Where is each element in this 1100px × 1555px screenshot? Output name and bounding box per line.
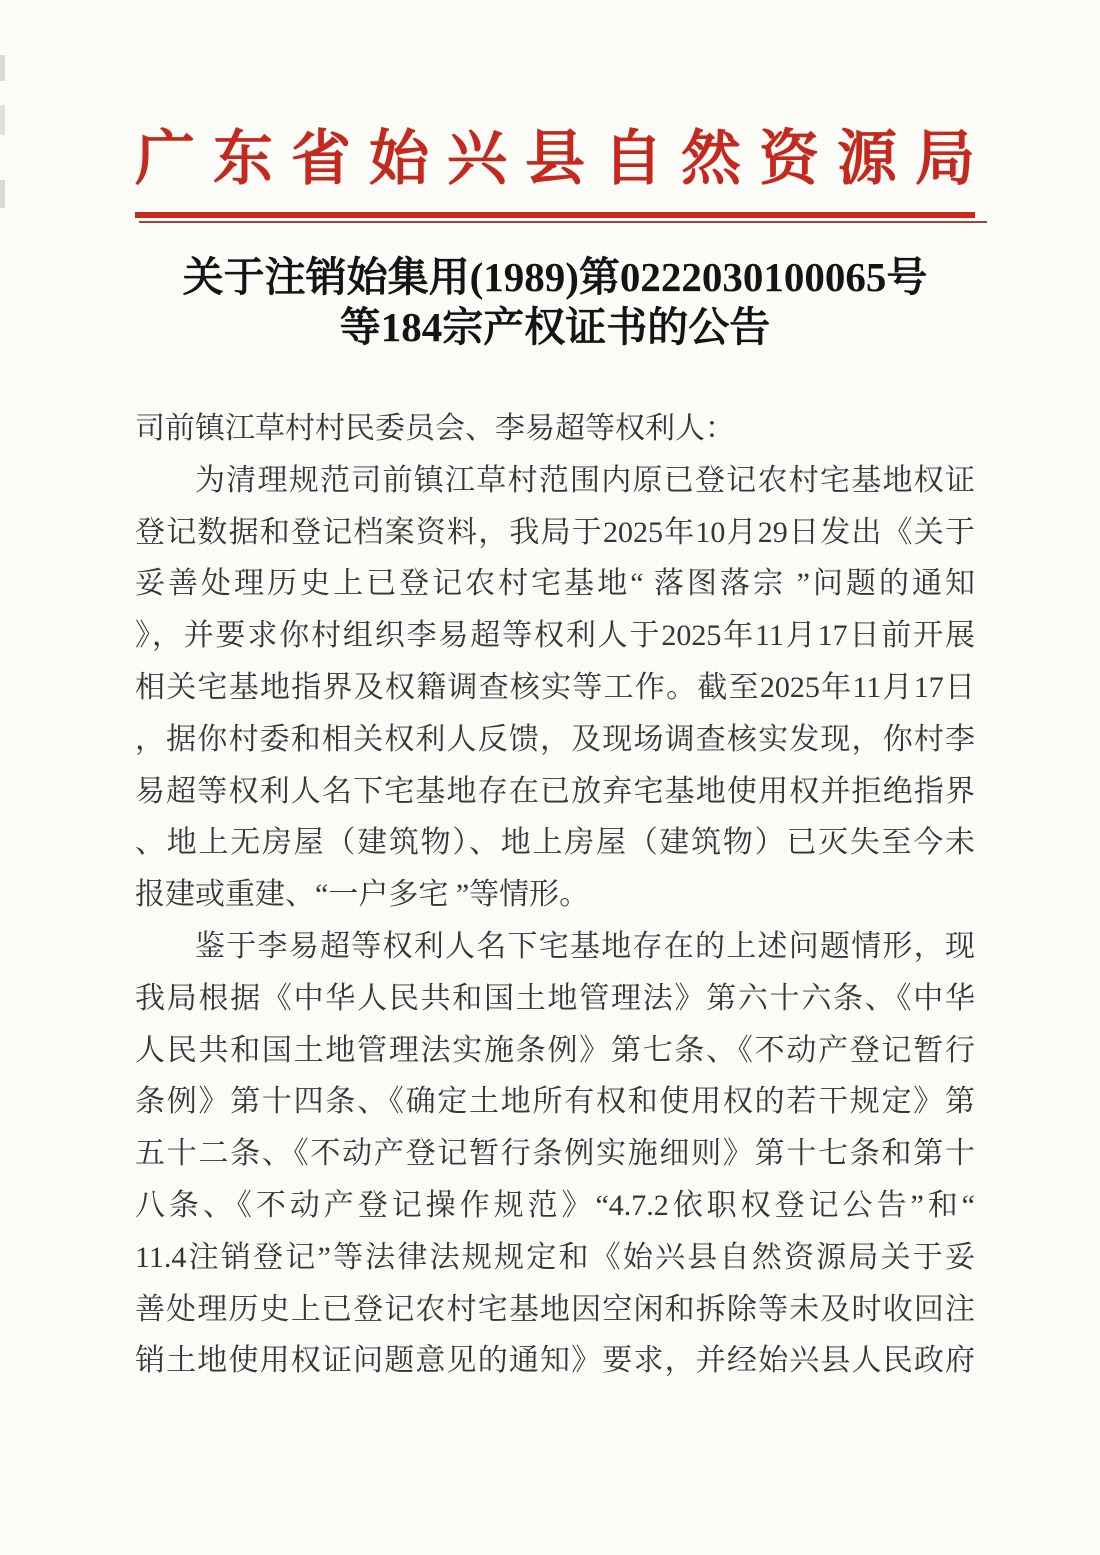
body-line: 、地上无房屋（建筑物）、地上房屋（建筑物）已灭失至今未 (135, 826, 975, 860)
body-line: 善处理历史上已登记农村宅基地因空闲和拆除等未及时收回注 (135, 1292, 975, 1326)
document-title (130, 252, 980, 352)
body-line-salutation: 司前镇江草村村民委员会、李易超等权利人： (135, 412, 735, 445)
body-line: 我局根据《中华人民共和国土地管理法》第六十六条、《中华 (135, 981, 975, 1015)
body-line: 易超等权利人名下宅基地存在已放弃宅基地使用权并拒绝指界 (135, 774, 975, 808)
body-line: 条例》第十四条、《确定土地所有权和使用权的若干规定》第 (135, 1085, 975, 1119)
letterhead-rule-thin (139, 221, 987, 223)
body-line: 11.4注销登记”等法律法规规定和《始兴县自然资源局关于妥 (135, 1240, 975, 1274)
body-line: 报建或重建、“一户多宅 ”等情形。 (135, 878, 590, 912)
body-line: 鉴于李易超等权利人名下宅基地存在的上述问题情形，现 (195, 929, 975, 963)
body-line: 人民共和国土地管理法实施条例》第七条、《不动产登记暂行 (135, 1033, 975, 1067)
body-line: 销土地使用权证问题意见的通知》要求，并经始兴县人民政府 (135, 1344, 975, 1378)
body-line: ，据你村委和相关权利人反馈，及现场调查核实发现，你村李 (135, 722, 975, 756)
body-line: 》，并要求你村组织李易超等权利人于2025年11月17日前开展 (135, 619, 975, 653)
body-line: 相关宅基地指界及权籍调查核实等工作。截至2025年11月17日 (135, 670, 975, 704)
body-line: 八条、《不动产登记操作规范》“4.7.2依职权登记公告”和“ (135, 1188, 975, 1222)
body-line: 妥善处理历史上已登记农村宅基地“ 落图落宗 ”问题的通知 (135, 567, 975, 601)
agency-name: 广东省始兴县自然资源局 (135, 126, 975, 192)
body-line: 五十二条、《不动产登记暂行条例实施细则》第十七条和第十 (135, 1137, 975, 1171)
scan-artifact-mark (0, 55, 5, 81)
document-title-line-2: 等184宗产权证书的公告 (339, 304, 771, 350)
body-line: 登记数据和登记档案资料，我局于2025年10月29日发出《关于 (135, 515, 975, 549)
body-line: 为清理规范司前镇江草村范围内原已登记农村宅基地权证 (195, 463, 975, 497)
document-body (135, 403, 975, 1387)
document-title-line-1: 关于注销始集用(1989)第0222030100065号 (182, 254, 928, 300)
letterhead-rule-thick (135, 212, 975, 218)
scan-artifact-mark (0, 105, 5, 135)
scan-artifact-mark (0, 180, 5, 208)
